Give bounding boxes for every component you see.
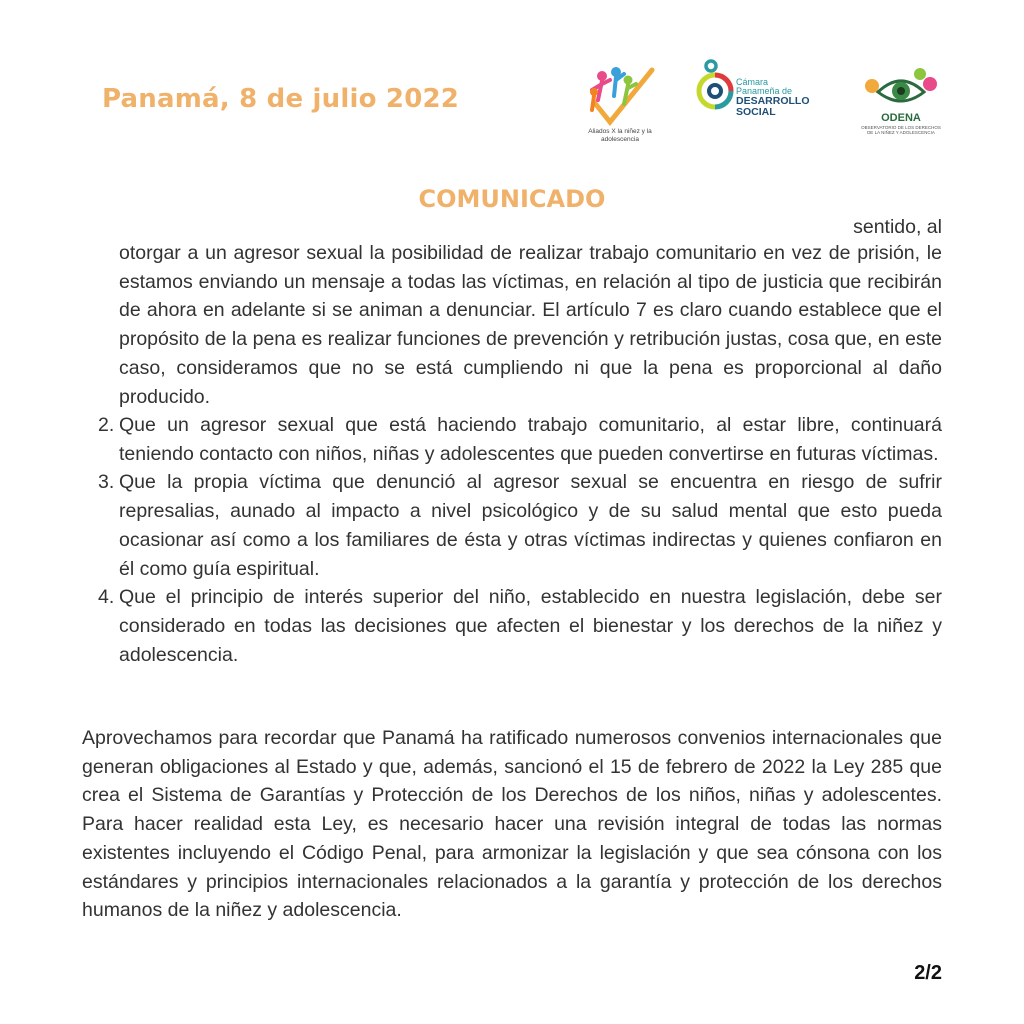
continued-fragment: sentido, al [853,216,942,238]
closing-paragraph: Aprovechamos para recordar que Panamá ha ratificado numerosos convenios internacionales que generan obligaciones al Estado y que, además, sancionó el 15 de febrero de 2022 la Ley 285 que crea el Sistema de Garantías y Protección de los Derechos de los niños, niñas y adolescentes. Para hacer realidad esta Ley, es necesario hacer una revisión integral de todas las normas existentes incluyendo el Código Penal, para armonizar la legislación y que sea cónsona con los estándares y principios internacionales relacionados a la garantía y protección de los derechos humanos de la niñez y adolescencia. [82,727,942,922]
list-item [82,583,942,669]
odena-logo [858,66,944,138]
list-item-text: Que un agresor sexual que está haciendo trabajo comunitario, al estar libre, continuará teniendo contacto con niños, niñas y adolescentes que pueden convertirse en futuras víctimas. [119,414,942,465]
list-item-1-continued: otorgar a un agresor sexual la posibilidad de realizar trabajo comunitario en vez de prisión, le estamos enviando un mensaje a todas las víctimas, en relación al tipo de justicia que recibirán de ahora en adelante si se animan a denunciar. El artículo 7 es claro cuando establece que el propósito de la pena es realizar funciones de prevención y retribución justas, cosa que, en este caso, consideramos que no se está cumpliendo ni que la pena es proporcional al daño producido. [119,242,942,408]
aliados-logo [580,62,660,148]
numbered-list [82,411,942,669]
camara-line-4: SOCIAL [736,106,776,118]
camara-desarrollo-social-logo [694,58,824,118]
list-item-number: 2. [98,414,115,436]
camara-line-2: Panameña de [736,86,793,96]
camara-line-3: DESARROLLO [736,95,810,107]
document-title: COMUNICADO [418,185,606,213]
list-item-text: Que la propia víctima que denunció al agresor sexual se encuentra en riesgo de sufrir represalias, aunado al impacto a nivel psicológico y de su salud mental que esto pueda ocasionar así como a los familiares de ésta y otras víctimas indirectas y quienes confiaron en él como guía espiritual. [119,471,942,580]
aliados-figures-icon [580,62,660,128]
aliados-caption: Aliados X la niñez y la adolescencia [588,128,652,143]
list-item-number: 3. [98,471,115,494]
camara-line-1: Cámara [736,77,769,87]
list-item-text: Que el principio de interés superior del niño, establecido en nuestra legislación, debe ser considerado en todas las decisiones que afecten el bienestar y los derechos de la niñez y adolescencia. [119,586,942,666]
list-item [82,411,942,468]
odena-name: ODENA [881,112,921,124]
camara-emblem-icon [694,58,736,116]
odena-subtitle: OBSERVATORIO DE LOS DERECHOS DE LA NIÑEZ Y ADOLESCENCIA [861,125,941,135]
document-date: Panamá, 8 de julio 2022 [102,84,460,114]
list-item-number: 4. [98,586,115,609]
odena-eye-icon [858,66,944,112]
page-number: 2/2 [914,962,942,984]
list-item [82,468,942,583]
